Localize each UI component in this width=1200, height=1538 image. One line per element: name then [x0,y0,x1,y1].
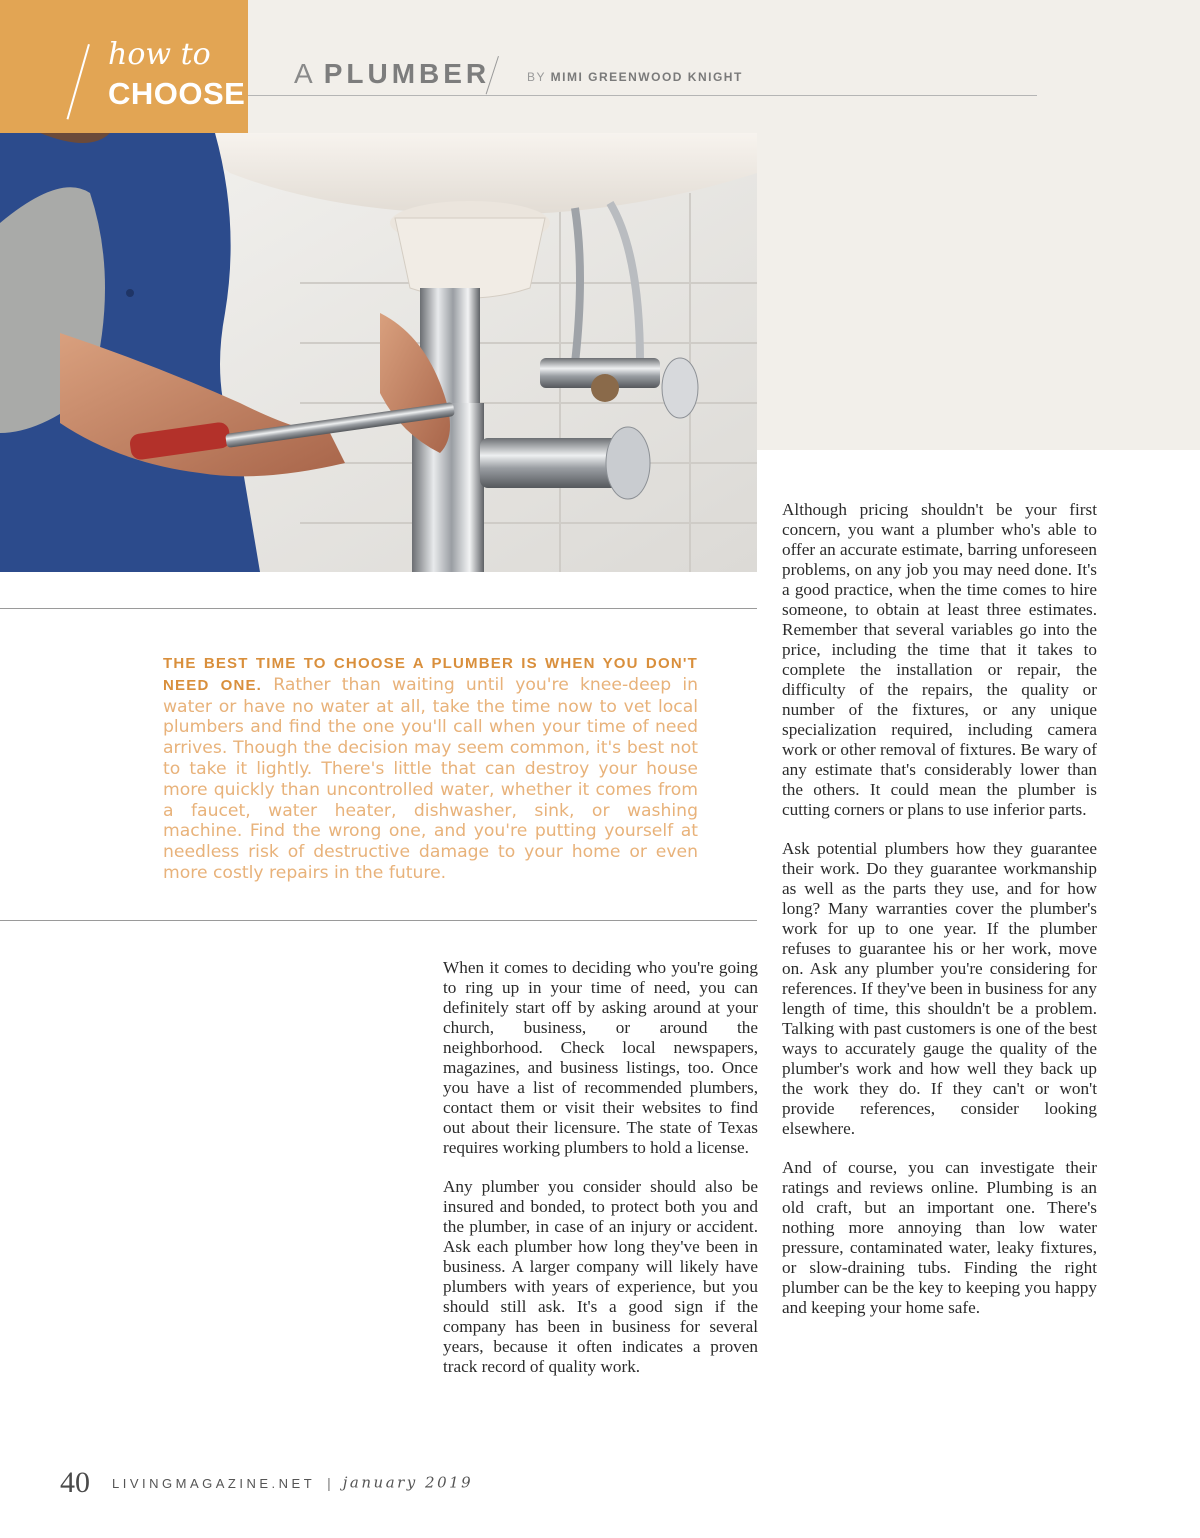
pull-quote [163,653,698,884]
drain-body [395,218,545,298]
header-rule [248,95,1037,96]
headline-part-a: A [294,58,316,89]
byline [527,70,743,84]
paragraph: Any plumber you consider should also be insured and bonded, to protect both you and the plumber, in case of an injury or accident. Ask each plumber how long they've been in business. A larger company will likely have plumbers with years of experience, but you should still ask. It's a good sign if the company has been in business for several years, because it often indicates a proven track record of quality work. [443,1177,758,1376]
wall-flange [606,427,650,499]
byline-prefix: BY [527,70,546,84]
paragraph: Ask potential plumbers how they guarantee their work. Do they guarantee workmanship as well as the parts they use, and for how long? Many warranties cover the plumber's work for up to one year. If the plumber refuses to guarantee his or her work, move on. Ask any plumber you're considering for references. If they've been in business for any length of time, this shouldn't be a problem. Talking with past customers is one of the best ways to accurately gauge the quality of the plumber's work and how well they back up the work they do. If they can't or won't provide references, consider looking elsewhere. [782,839,1097,1138]
paragraph: And of course, you can investigate their ratings and reviews online. Plumbing is an old craft, but an important one. There's nothing more annoying than low water pressure, contaminated water, leaky fixtures, or slow-draining tubs. Finding the right plumber can be the key to keeping you happy and keeping your home safe. [782,1158,1097,1317]
page-number: 40 [60,1466,90,1499]
article-headline [294,60,490,88]
issue-date: january 2019 [342,1473,474,1492]
tag-line-choose: CHOOSE [108,76,246,111]
pull-quote-body: Rather than waiting until you're knee-deep in water or have no water at all, take the time now to vet local plumbers and find the one you'll call when your time of need arrives. Though the decision may seem common, it's best not to take it lightly. There's little that can destroy your house more quickly than uncontrolled water, whether it comes from a faucet, water heater, dishwasher, sink, or washing machine. Find the wrong one, and you're putting yourself at needless risk of destructive damage to your home or even more costly repairs in the future. [163,674,698,883]
article-column-right [782,500,1097,1337]
site-link[interactable]: LIVINGMAGAZINE.NET [112,1475,316,1491]
byline-author: MIMI GREENWOOD KNIGHT [550,70,743,84]
page-footer [60,1468,473,1498]
tag-slash-divider [67,44,90,120]
headline-part-plumber: PLUMBER [323,58,491,89]
paragraph: When it comes to deciding who you're going to ring up in your time of need, you can definitely start off by asking around at your church, business, or around the neighborhood. Check local newspapers, magazines, and business listings, too. Once you have a list of recommended plumbers, contact them or visit their websites to find out about their licensure. The state of Texas requires working plumbers to hold a license. [443,958,758,1157]
section-tag [0,0,248,150]
valve-handle [591,374,619,402]
tag-line-how-to: how to [108,37,211,72]
paragraph: Although pricing shouldn't be your first concern, you want a plumber who's able to offer an accurate estimate, barring unforeseen problems, on any job you may need done. It's a good practice, when the time comes to hire someone, to obtain at least three estimates. Remember that several variables go into the price, including the time that it takes to complete the installation or repair, the difficulty of the repairs, the quality or number of the fixtures, or any unique specialization required, including camera work or other removal of fixtures. Be wary of any estimate that's considerably lower than the others. It could mean the plumber is cutting corners or plans to use inferior parts. [782,500,1097,819]
pull-quote-rule-top [0,608,757,609]
valve-flange [662,358,698,418]
pull-quote-rule-bottom [0,920,757,921]
pull-quote-lead: THE BEST TIME TO CHOOSE A PLUMBER IS WHEN YOU DON'T NEED ONE. [163,655,698,694]
footer-separator: | [327,1475,331,1491]
shirt-button [126,289,134,297]
article-column-left [443,958,758,1396]
plumber-photo [0,133,757,572]
